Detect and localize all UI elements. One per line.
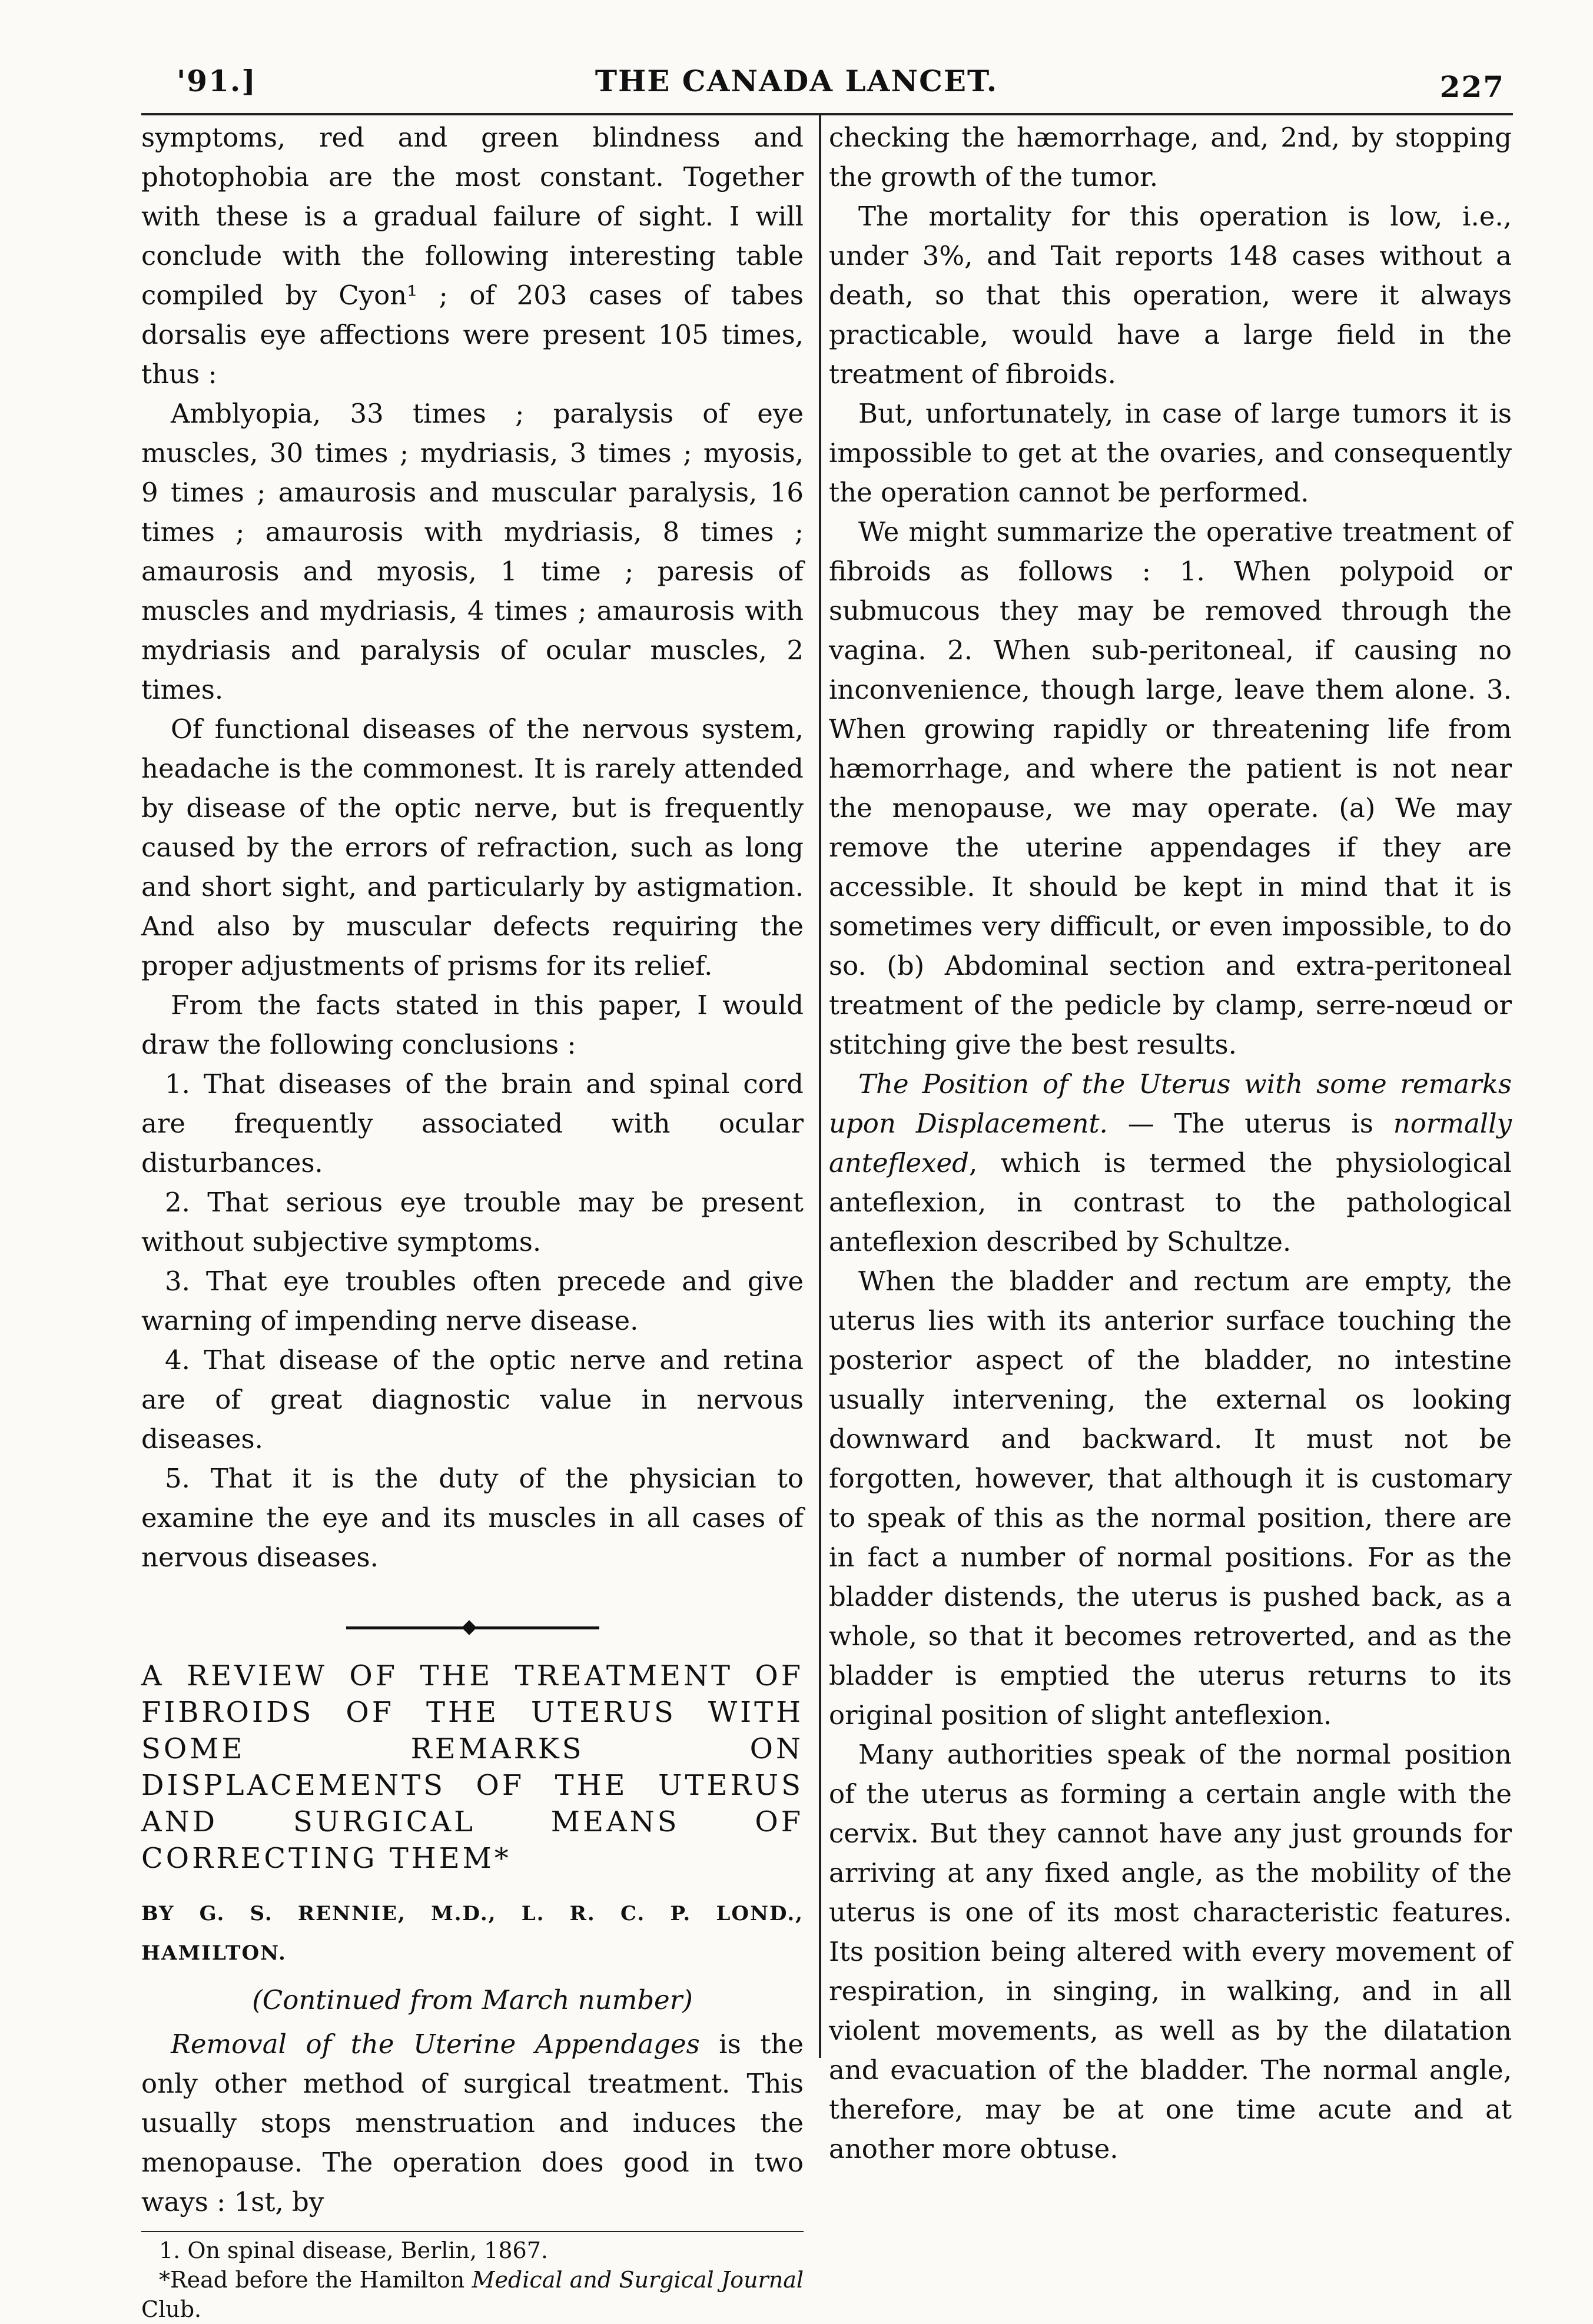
header-rule	[141, 113, 1513, 115]
paragraph: Of functional diseases of the nervous system, headache is the commonest. It is rarely attended by disease of the optic nerve, but is frequently caused by the errors of refraction, such as long and short sight, and particularly by astigmation. And also by muscular defects requiring the proper adjustments of prisms for its relief.	[141, 713, 804, 981]
paragraph	[141, 2024, 804, 2222]
list-item: 4. That disease of the optic nerve and retina are of great diagnostic value in nervous diseases.	[141, 1344, 804, 1455]
footnote	[141, 2265, 804, 2324]
paragraph: Many authorities speak of the normal position of the uterus as forming a certain angle with the cervix. But they cannot have any just grounds for arriving at any fixed angle, as the mobility of the uterus is one of its most characteristic features. Its position being altered with every movement of respiration, in singing, in walking, and in all violent movements, as well as by the dilatation and evacuation of the bladder. The normal angle, therefore, may be at one time acute and at another more obtuse.	[829, 1739, 1512, 2164]
paragraph: When the bladder and rectum are empty, the uterus lies with its anterior surface touching the posterior aspect of the bladder, no intestine usually intervening, the external os looking downward and backward. It must not be forgotten, however, that although it is customary to speak of this as the normal position, there are in fact a number of normal positions. For as the bladder distends, the uterus is pushed back, as a whole, so that it becomes retroverted, and as the bladder is emptied the uterus returns to its original position of slight anteflexion.	[829, 1266, 1512, 1731]
conclusions-list	[141, 1064, 804, 1577]
left-column	[141, 118, 804, 2324]
italic-run: Removal of the Uterine Appendages	[171, 2028, 700, 2060]
text-run: — The uterus is	[1107, 1108, 1393, 1139]
text-run: *Read before the Hamilton	[159, 2267, 472, 2293]
page-header	[0, 64, 1593, 117]
paragraph: We might summarize the operative treatment of fibroids as follows : 1. When polypoid or submucous they may be removed through the vagina. 2. When sub-peritoneal, if causing no inconvenience, though large, leave them alone. 3. When growing rapidly or threatening life from hæmorrhage, and where the patient is not near the menopause, we may operate. (a) We may remove the uterine appendages if they are accessible. It should be kept in mind that it is sometimes very difficult, or even impossible, to do so. (b) Abdominal section and extra-peritoneal treatment of the pedicle by clamp, serre-nœud or stitching give the best results.	[829, 516, 1512, 1060]
page-number: 227	[1439, 69, 1505, 104]
italic-run: normally anteflexed	[829, 1108, 1512, 1178]
text-run: , which is termed the physiological anteflexion, in contrast to the pathological anteflexion described by Schultze.	[829, 1147, 1512, 1257]
paragraph: Amblyopia, 33 times ; paralysis of eye muscles, 30 times ; mydriasis, 3 times ; myosis, 9 times ; amaurosis and muscular paralysis, 16 times ; amaurosis with mydriasis, 8 times ; amaurosis and myosis, 1 time ; paresis of muscles and mydriasis, 4 times ; amaurosis with mydriasis and paralysis of ocular muscles, 2 times.	[141, 398, 804, 705]
paragraph: From the facts stated in this paper, I would draw the following conclusions :	[141, 990, 804, 1060]
list-item: 3. That eye troubles often precede and give warning of impending nerve disease.	[141, 1266, 804, 1336]
footnote: 1. On spinal disease, Berlin, 1867.	[159, 2237, 548, 2263]
italic-run: Medical and Surgical Journal	[472, 2267, 804, 2293]
issue-year: '91.]	[177, 64, 257, 98]
list-item: 1. That diseases of the brain and spinal cord are frequently associated with ocular disturbances.	[141, 1068, 804, 1178]
text-run: Club.	[141, 2296, 202, 2322]
section-ornament	[141, 1601, 804, 1640]
paragraph: checking the hæmorrhage, and, 2nd, by stopping the growth of the tumor.	[829, 122, 1512, 192]
list-item: 2. That serious eye trouble may be present without subjective symptoms.	[141, 1187, 804, 1257]
byline: BY G. S. RENNIE, M.D., L. R. C. P. LOND., HAMILTON.	[141, 1902, 804, 1965]
paragraph: The mortality for this operation is low, i.e., under 3%, and Tait reports 148 cases without a death, so that this operation, were it always practicable, would have a large field in the treatment of fibroids.	[829, 201, 1512, 390]
continued-note: (Continued from March number)	[252, 1984, 693, 2016]
journal-title: THE CANADA LANCET.	[595, 64, 998, 98]
footnote-rule	[141, 2231, 804, 2232]
right-column	[829, 118, 1512, 2169]
column-divider	[819, 115, 821, 2058]
paragraph: But, unfortunately, in case of large tumors it is impossible to get at the ovaries, and consequently the operation cannot be performed.	[829, 398, 1512, 508]
article-title: A REVIEW OF THE TREATMENT OF FIBROIDS OF THE UTERUS WITH SOME REMARKS ON DISPLACEMENTS OF THE UTERUS AND SURGICAL MEANS OF CORRECTING THEM*	[141, 1659, 804, 1875]
text-run: is the only other method of surgical treatment. This usually stops menstruation and induces the menopause. The operation does good in two ways : 1st, by	[141, 2028, 804, 2217]
italic-run: The Position of the Uterus with some remarks upon Displacement.	[829, 1068, 1512, 1139]
paragraph	[829, 1064, 1512, 1261]
list-item: 5. That it is the duty of the physician to examine the eye and its muscles in all cases of nervous diseases.	[141, 1463, 804, 1573]
paragraph: symptoms, red and green blindness and photophobia are the most constant. Together with these is a gradual failure of sight. I will conclude with the following interesting table compiled by Cyon¹ ; of 203 cases of tabes dorsalis eye affections were present 105 times, thus :	[141, 122, 804, 390]
